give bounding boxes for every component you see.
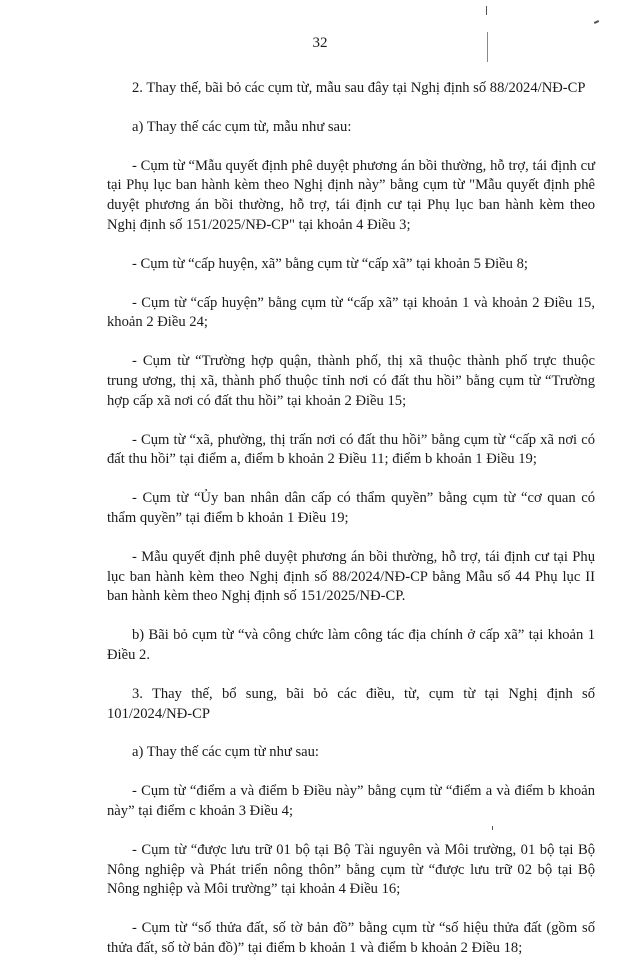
scan-mark-corner — [594, 20, 599, 24]
list-item: - Mẫu quyết định phê duyệt phương án bồi thường, hỗ trợ, tái định cư tại Phụ lục ban hành kèm theo Nghị định số 88/2024/NĐ-CP bằng Mẫu số 44 Phụ lục II ban hành kèm theo Nghị định số 151/2025/NĐ-CP. — [107, 548, 595, 605]
subsection-2b-paragraph: b) Bãi bỏ cụm từ “và công chức làm công tác địa chính ở cấp xã” tại khoản 1 Điều 2. — [107, 627, 595, 663]
list-item: - Cụm từ “Trường hợp quận, thành phố, thị xã thuộc thành phố trực thuộc trung ương, thị xã, thành phố thuộc tỉnh nơi có đất thu hồi” bằng cụm từ “Trường hợp cấp xã nơi có đất thu hồi” tại khoản 2 Điều 15; — [107, 353, 595, 409]
subsection-3a-heading: a) Thay thế các cụm từ như sau: — [132, 744, 319, 761]
list-item: - Cụm từ “cấp huyện” bằng cụm từ “cấp xã” tại khoản 1 và khoản 2 Điều 15, khoản 2 Điều 24; — [107, 294, 595, 331]
section-2-heading: 2. Thay thế, bãi bỏ các cụm từ, mẫu sau đây tại Nghị định số 88/2024/NĐ-CP — [132, 80, 586, 96]
list-item: - Cụm từ “Ủy ban nhân dân cấp có thẩm quyền” bằng cụm từ “cơ quan có thẩm quyền” tại điểm b khoản 1 Điều 19; — [107, 490, 595, 526]
subsection-2a-heading: a) Thay thế các cụm từ, mẫu như sau: — [132, 118, 352, 135]
list-item: - Cụm từ “Mẫu quyết định phê duyệt phương án bồi thường, hỗ trợ, tái định cư tại Phụ lục ban hành kèm theo Nghị định này” bằng cụm từ "Mẫu quyết định phê duyệt phương án bồi thường, hỗ trợ, tái định cư tại Phụ lục ban hành kèm theo Nghị định số 151/2025/NĐ-CP" tại khoản 4 Điều 3; — [107, 157, 595, 233]
list-item: - Cụm từ “cấp huyện, xã” bằng cụm từ “cấp xã” tại khoản 5 Điều 8; — [132, 255, 528, 272]
list-item: - Cụm từ “được lưu trữ 01 bộ tại Bộ Tài nguyên và Môi trường, 01 bộ tại Bộ Nông nghiệp và Phát triển nông thôn” bằng cụm từ “được lưu trữ 02 bộ tại Bộ Nông nghiệp và Môi trường” tại khoản 4 Điều 16; — [107, 841, 595, 898]
list-item: - Cụm từ “điểm a và điểm b Điều này” bằng cụm từ “điểm a và điểm b khoản này” tại điểm c khoản 3 Điều 4; — [107, 783, 595, 819]
list-item: - Cụm từ “xã, phường, thị trấn nơi có đất thu hồi” bằng cụm từ “cấp xã nơi có đất thu hồi” tại điểm a, điểm b khoản 2 Điều 11; điểm b khoản 1 Điều 19; — [107, 431, 595, 468]
list-item: - Cụm từ “số thửa đất, số tờ bản đồ” bằng cụm từ “số hiệu thửa đất (gồm số thửa đất, số tờ bản đồ)” tại điểm b khoản 1 và điểm b khoản 2 Điều 18; — [107, 920, 595, 956]
document-body — [107, 79, 595, 978]
scan-mark-top — [486, 6, 487, 15]
section-3-heading: 3. Thay thế, bổ sung, bãi bỏ các điều, từ, cụm từ tại Nghị định số 101/2024/NĐ-CP — [107, 685, 595, 722]
page-number: 32 — [312, 35, 328, 51]
